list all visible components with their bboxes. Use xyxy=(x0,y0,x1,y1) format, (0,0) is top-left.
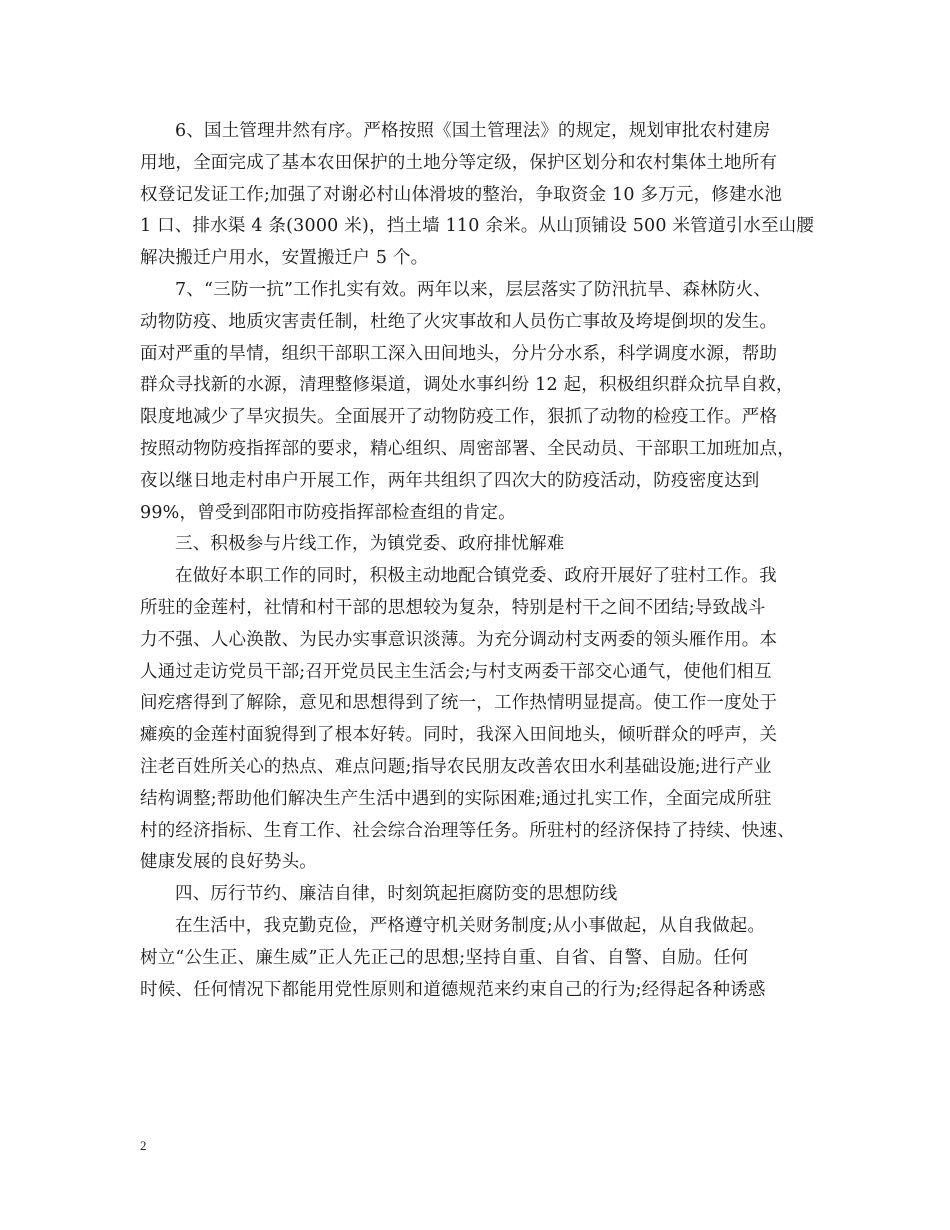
paragraph xyxy=(140,275,820,529)
text-line: 四、厉行节约、廉洁自律，时刻筑起拒腐防变的思想防线 xyxy=(175,884,618,905)
document-body xyxy=(140,116,820,1006)
paragraph xyxy=(140,879,820,911)
text-line: 解决搬迁户用水，安置搬迁户 5 个。 xyxy=(140,248,429,269)
paragraph xyxy=(140,911,820,1006)
text-line: 6、国土管理井然有序。严格按照《国土管理法》的规定，规划审批农村建房 xyxy=(175,121,771,141)
text-line: 力不强、人心涣散、为民办实事意识淡薄。为充分调动村支两委的领头雁作用。本 xyxy=(140,629,778,650)
paragraph xyxy=(140,561,820,879)
text-line: 健康发展的良好势头。 xyxy=(140,852,317,873)
text-line: 7、“三防一抗”工作扎实有效。两年以来，层层落实了防汛抗旱、森林防火、 xyxy=(175,279,772,300)
text-line: 树立“公生正、廉生威”正人先正己的思想;坚持自重、自省、自警、自励。任何 xyxy=(140,947,749,968)
text-line: 限度地减少了旱灾损失。全面展开了动物防疫工作，狠抓了动物的检疫工作。严格 xyxy=(140,407,778,428)
paragraph xyxy=(140,529,820,561)
text-line: 在生活中，我克勤克俭，严格遵守机关财务制度;从小事做起，从自我做起。 xyxy=(175,915,766,936)
text-line: 群众寻找新的水源，清理整修渠道，调处水事纠纷 12 起，积极组织群众抗旱自救， xyxy=(140,375,794,396)
page-number: 2 xyxy=(140,1138,147,1153)
text-line: 1 口、排水渠 4 条(3000 米)，挡土墙 110 余米。从山顶铺设 500 米管道引水至山腰 xyxy=(140,216,815,237)
text-line: 所驻的金莲村，社情和村干部的思想较为复杂，特别是村干之间不团结;导致战斗 xyxy=(140,597,766,618)
text-line: 瘫痪的金莲村面貌得到了根本好转。同时，我深入田间地头，倾听群众的呼声，关 xyxy=(140,725,778,746)
text-line: 按照动物防疫指挥部的要求，精心组织、周密部署、全民动员、干部职工加班加点， xyxy=(140,438,795,459)
text-line: 面对严重的旱情，组织干部职工深入田间地头，分片分水系，科学调度水源，帮助 xyxy=(140,343,778,364)
text-line: 在做好本职工作的同时，积极主动地配合镇党委、政府开展好了驻村工作。我 xyxy=(175,566,777,587)
text-line: 时候、任何情况下都能用党性原则和道德规范来约束自己的行为;经得起各种诱惑 xyxy=(140,979,766,1000)
paragraph xyxy=(140,116,820,275)
text-line: 间疙瘩得到了解除，意见和思想得到了统一，工作热情明显提高。使工作一度处于 xyxy=(140,693,778,714)
text-line: 三、积极参与片线工作，为镇党委、政府排忧解难 xyxy=(175,534,565,555)
text-line: 村的经济指标、生育工作、社会综合治理等任务。所驻村的经济保持了持续、快速、 xyxy=(140,820,795,841)
text-line: 99%，曾受到邵阳市防疫指挥部检查组的肯定。 xyxy=(140,502,516,523)
text-line: 用地，全面完成了基本农田保护的土地分等定级，保护区划分和农村集体土地所有 xyxy=(140,152,778,173)
text-line: 注老百姓所关心的热点、难点问题;指导农民朋友改善农田水利基础设施;进行产业 xyxy=(140,756,772,777)
text-line: 人通过走访党员干部;召开党员民主生活会;与村支两委干部交心通气，使他们相互 xyxy=(140,661,772,682)
text-line: 动物防疫、地质灾害责任制，杜绝了火灾事故和人员伤亡事故及垮堤倒坝的发生。 xyxy=(140,311,778,332)
text-line: 夜以继日地走村串户开展工作，两年共组织了四次大的防疫活动，防疫密度达到 xyxy=(140,470,760,491)
text-line: 结构调整;帮助他们解决生产生活中遇到的实际困难;通过扎实工作，全面完成所驻 xyxy=(140,788,772,809)
text-line: 权登记发证工作;加强了对谢必村山体滑坡的整治，争取资金 10 多万元，修建水池 xyxy=(140,184,783,205)
